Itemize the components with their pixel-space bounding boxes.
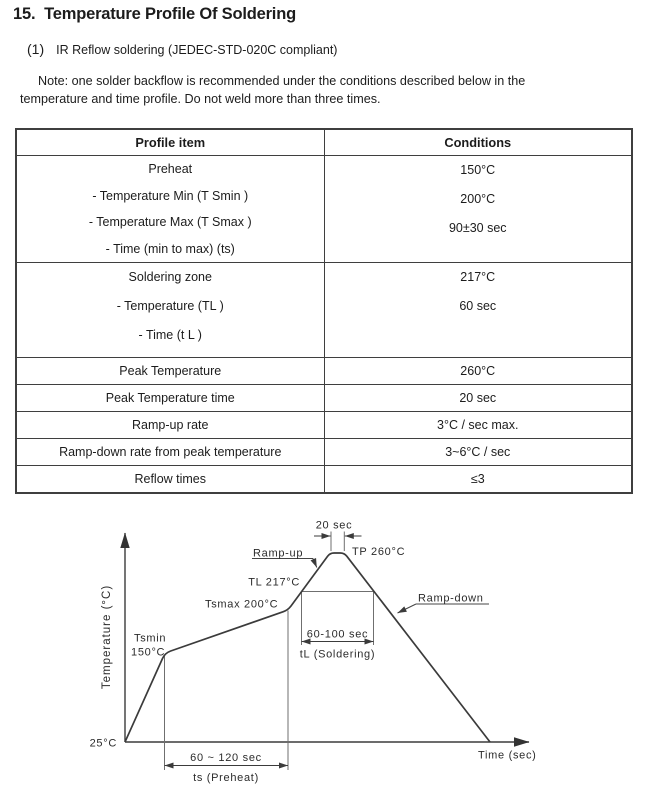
y-axis-label: Temperature (°C) [101,584,113,690]
profile-item-cell: Ramp-down rate from peak temperature [16,439,324,466]
preheat-duration-label: 60 ~ 120 sec [190,752,262,764]
condition-cell: 3~6°C / sec [324,439,632,466]
profile-item-line: - Time (t L ) [138,328,202,343]
condition-value: 90±30 sec [448,221,507,236]
tsmin-label: Tsmin [134,632,167,645]
table-row-preheat [16,156,632,263]
table-row [16,385,632,412]
profile-item-line: Soldering zone [128,270,212,285]
table-row-soldering-zone [16,263,632,358]
origin-temp-label: 25°C [89,737,117,750]
profile-curve [125,553,490,742]
ramp-up-label: Ramp-up [253,547,304,560]
preheat-conditions-cell [324,156,632,263]
subtitle-text: IR Reflow soldering (JEDEC-STD-020C compliant) [56,43,338,57]
subtitle-number: (1) [27,41,45,57]
table-header-row [16,129,632,156]
peak-duration-label: 20 sec [315,519,353,532]
condition-cell: 260°C [324,358,632,385]
preheat-items-cell [16,156,324,263]
tsmin-temp-label: 150°C [131,646,166,659]
table-row [16,439,632,466]
soldering-conditions-cell [324,263,632,358]
tsmax-label: Tsmax 200°C [205,598,279,611]
note-line-1: Note: one solder backflow is recommended under the conditions described below in the [38,74,526,88]
condition-cell: 20 sec [324,385,632,412]
soldering-items-cell [16,263,324,358]
profile-table [15,128,633,494]
ramp-down-leader-arrow [398,604,417,613]
ramp-up-leader-arrow [313,559,317,568]
note-paragraph [20,72,600,108]
tp-peak-label: TP 260°C [352,546,406,558]
profile-item-cell: Reflow times [16,466,324,494]
condition-cell: ≤3 [324,466,632,494]
table-row [16,358,632,385]
condition-value: 60 sec [459,299,497,314]
profile-item-cell: Peak Temperature time [16,385,324,412]
profile-item-line: - Time (min to max) (ts) [105,241,235,256]
header-profile-item: Profile item [16,129,324,156]
header-conditions: Conditions [324,129,632,156]
tl-soldering-label: tL (Soldering) [299,648,376,661]
tl-label: TL 217°C [248,576,300,589]
reflow-profile-chart [0,497,654,785]
table-row [16,466,632,494]
ramp-down-label: Ramp-down [418,592,484,605]
section-subtitle [27,41,337,57]
condition-value: 200°C [460,192,496,207]
profile-item-cell: Ramp-up rate [16,412,324,439]
profile-item-line: - Temperature Min (T Smin ) [92,188,249,203]
x-axis-label: Time (sec) [478,749,537,762]
note-line-2: temperature and time profile. Do not weld more than three times. [20,92,381,106]
profile-item-line: - Temperature (TL ) [116,299,224,314]
condition-cell: 3°C / sec max. [324,412,632,439]
condition-value: 217°C [460,270,496,285]
page-title: 15. Temperature Profile Of Soldering [13,5,296,23]
profile-item-line: Preheat [148,162,193,176]
condition-value: 150°C [460,163,496,177]
profile-item-line: - Temperature Max (T Smax ) [88,215,252,230]
profile-item-cell: Peak Temperature [16,358,324,385]
ts-preheat-label: ts (Preheat) [193,772,259,784]
table-row [16,412,632,439]
soldering-duration-label: 60-100 sec [306,628,369,641]
